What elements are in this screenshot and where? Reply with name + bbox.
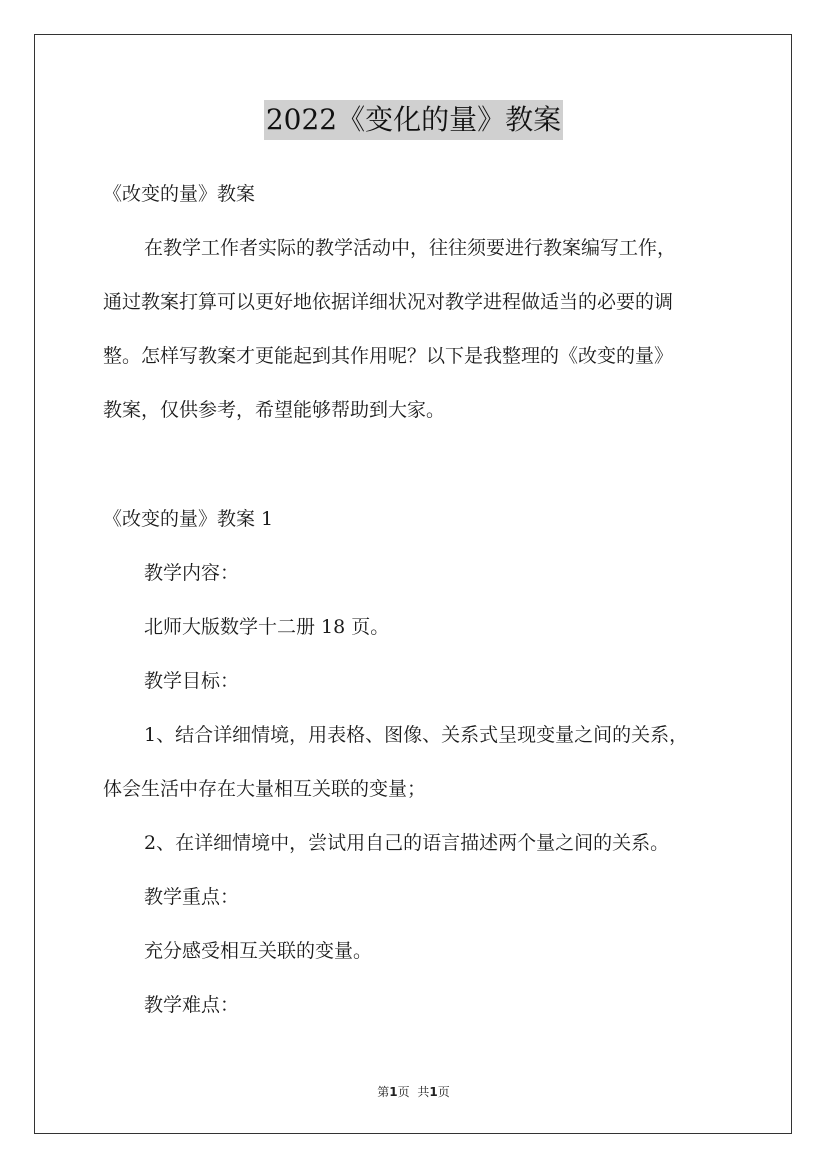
footer-total-suffix: 页 (437, 1085, 450, 1099)
document-title: 2022《变化的量》教案 (264, 100, 563, 140)
body-line: 北师大版数学十二册 18 页。 (144, 616, 390, 638)
page-footer (0, 1084, 827, 1100)
intro-line: 教案，仅供参考，希望能够帮助到大家。 (103, 399, 446, 421)
body-line: 教学重点： (144, 886, 240, 908)
body-line: 教学难点： (144, 994, 240, 1016)
body-line: 2、在详细情境中，尝试用自己的语言描述两个量之间的关系。 (144, 832, 670, 854)
body-line: 体会生活中存在大量相互关联的变量； (103, 778, 427, 800)
footer-page-suffix: 页 (397, 1085, 410, 1099)
footer-total-number: 1 (429, 1085, 438, 1099)
footer-prefix: 第 (377, 1085, 390, 1099)
section-heading: 《改变的量》教案 1 (103, 508, 274, 530)
body-line: 教学内容： (144, 562, 240, 584)
body-line: 1、结合详细情境，用表格、图像、关系式呈现变量之间的关系， (144, 724, 689, 746)
footer-page-number: 1 (389, 1085, 398, 1099)
intro-line: 在教学工作者实际的教学活动中，往往须要进行教案编写工作， (144, 237, 677, 259)
document-subtitle: 《改变的量》教案 (103, 183, 256, 205)
footer-total-prefix: 共 (417, 1085, 430, 1099)
body-line: 教学目标： (144, 670, 240, 692)
body-line: 充分感受相互关联的变量。 (144, 940, 373, 962)
title-container (0, 100, 827, 140)
intro-line: 整。怎样写教案才更能起到其作用呢？以下是我整理的《改变的量》 (103, 345, 674, 367)
intro-line: 通过教案打算可以更好地依据详细状况对教学进程做适当的必要的调 (103, 291, 674, 313)
